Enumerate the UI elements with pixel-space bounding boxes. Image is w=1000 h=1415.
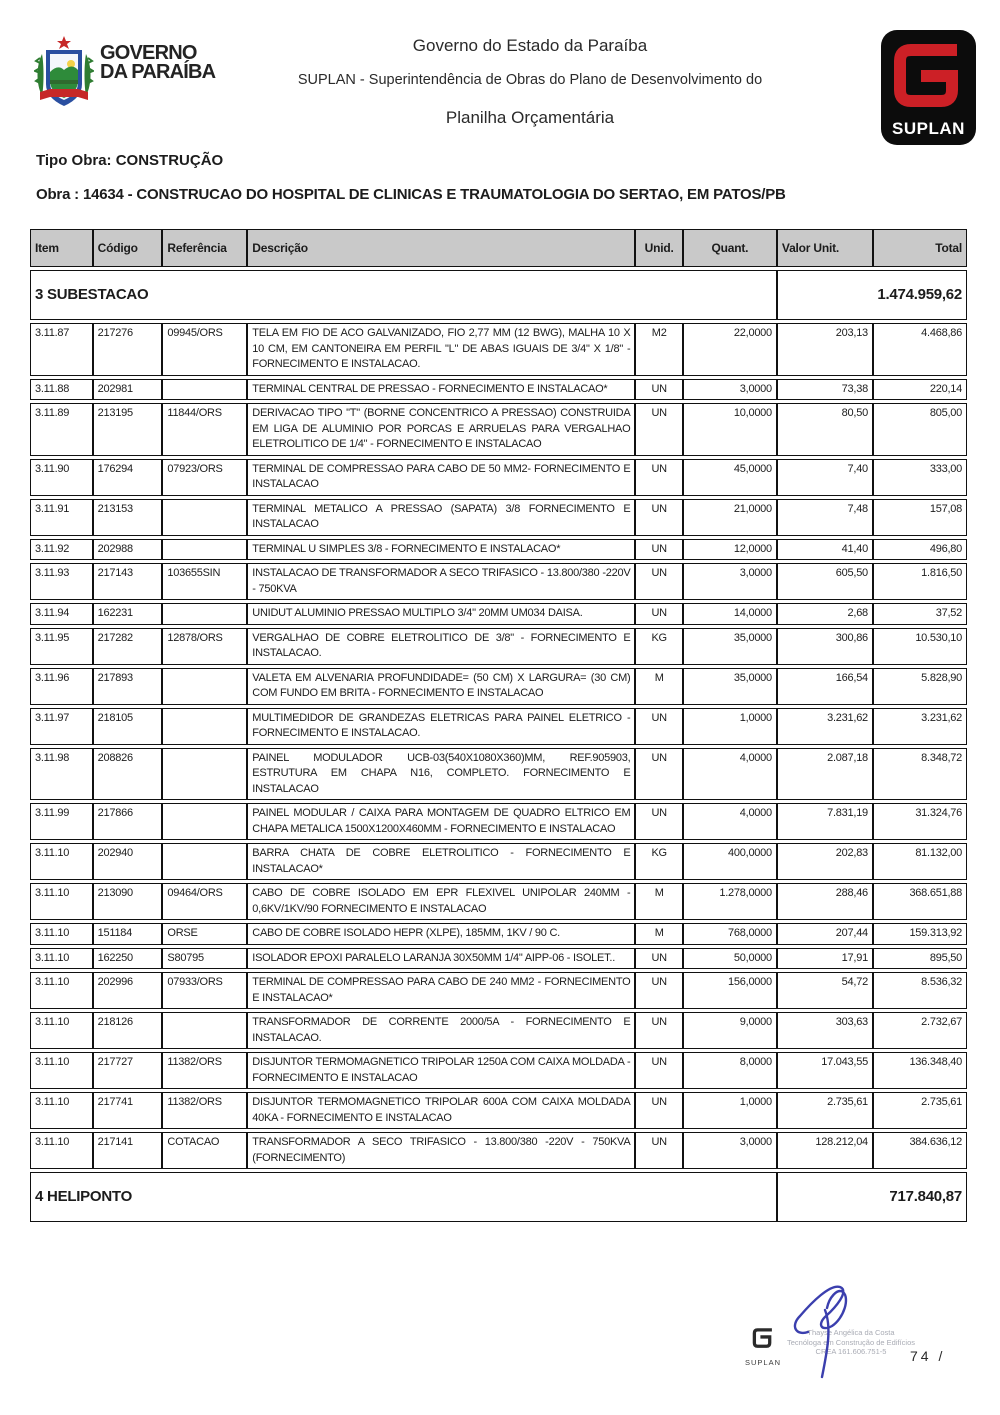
cell-valor_unit: 3.231,62: [777, 708, 873, 745]
cell-descricao: TERMINAL DE COMPRESSAO PARA CABO DE 240 MM2 - FORNECIMENTO E INSTALACAO*: [247, 972, 635, 1009]
cell-descricao: DISJUNTOR TERMOMAGNETICO TRIPOLAR 1250A COM CAIXA MOLDADA - FORNECIMENTO E INSTALACAO: [247, 1052, 635, 1089]
org-subtitle: SUPLAN - Superintendência de Obras do Plano de Desenvolvimento do: [297, 72, 763, 88]
cell-referencia: [162, 379, 247, 401]
cell-descricao: VALETA EM ALVENARIA PROFUNDIDADE= (50 CM) X LARGURA= (30 CM) COM FUNDO EM BRITA - FORNECIMENTO E INSTALACAO: [247, 668, 635, 705]
cell-descricao: MULTIMEDIDOR DE GRANDEZAS ELETRICAS PARA PAINEL ELETRICO - FORNECIMENTO E INSTALACAO.: [247, 708, 635, 745]
table-row: [30, 499, 967, 536]
suplan-stamp: [745, 1326, 781, 1367]
suplan-logo: [881, 30, 976, 145]
cell-codigo: 202940: [93, 843, 163, 880]
cell-quant: 45,0000: [683, 459, 777, 496]
page-header: [34, 30, 976, 160]
page-number: 74 /: [910, 1348, 946, 1364]
cell-total: 31.324,76: [873, 803, 967, 840]
cell-unid: UN: [635, 1132, 683, 1169]
cell-item: 3.11.98: [30, 748, 93, 801]
table-row: [30, 1092, 967, 1129]
column-header-referencia: Referência: [162, 229, 247, 267]
cell-unid: UN: [635, 803, 683, 840]
cell-codigo: 217282: [93, 628, 163, 665]
cell-valor_unit: 605,50: [777, 563, 873, 600]
cell-unid: UN: [635, 539, 683, 561]
table-row: [30, 1132, 967, 1169]
obra-title: Obra : 14634 - CONSTRUCAO DO HOSPITAL DE CLINICAS E TRAUMATOLOGIA DO SERTAO, EM PATOS/PB: [36, 186, 786, 203]
cell-valor_unit: 2,68: [777, 603, 873, 625]
cell-item: 3.11.10: [30, 1012, 93, 1049]
cell-valor_unit: 128.212,04: [777, 1132, 873, 1169]
table-row: [30, 323, 967, 376]
cell-quant: 768,0000: [683, 923, 777, 945]
cell-codigo: 162231: [93, 603, 163, 625]
cell-referencia: S80795: [162, 948, 247, 970]
cell-referencia: 07923/ORS: [162, 459, 247, 496]
table-row: [30, 843, 967, 880]
cell-item: 3.11.88: [30, 379, 93, 401]
cell-referencia: [162, 1012, 247, 1049]
cell-item: 3.11.10: [30, 883, 93, 920]
cell-quant: 4,0000: [683, 748, 777, 801]
column-header-descricao: Descrição: [247, 229, 635, 267]
cell-codigo: 217866: [93, 803, 163, 840]
cell-total: 1.816,50: [873, 563, 967, 600]
cell-referencia: 11382/ORS: [162, 1052, 247, 1089]
cell-quant: 50,0000: [683, 948, 777, 970]
cell-quant: 400,0000: [683, 843, 777, 880]
suplan-stamp-icon: [750, 1326, 776, 1352]
table-row: [30, 708, 967, 745]
cell-valor_unit: 80,50: [777, 403, 873, 456]
cell-valor_unit: 17.043,55: [777, 1052, 873, 1089]
cell-codigo: 202988: [93, 539, 163, 561]
header-titles: [214, 30, 846, 128]
cell-descricao: TERMINAL U SIMPLES 3/8 - FORNECIMENTO E INSTALACAO*: [247, 539, 635, 561]
cell-total: 8.348,72: [873, 748, 967, 801]
cell-quant: 10,0000: [683, 403, 777, 456]
cell-unid: UN: [635, 708, 683, 745]
cell-total: 157,08: [873, 499, 967, 536]
section-total: 1.474.959,62: [777, 270, 967, 320]
cell-quant: 3,0000: [683, 379, 777, 401]
cell-unid: UN: [635, 1052, 683, 1089]
column-header-unid: Unid.: [635, 229, 683, 267]
cell-unid: UN: [635, 379, 683, 401]
cell-total: 368.651,88: [873, 883, 967, 920]
table-row: [30, 379, 967, 401]
cell-item: 3.11.89: [30, 403, 93, 456]
cell-valor_unit: 303,63: [777, 1012, 873, 1049]
gov-logo-text: [100, 44, 215, 82]
table-row: [30, 748, 967, 801]
cell-referencia: [162, 499, 247, 536]
table-row: [30, 668, 967, 705]
section-row-heliponto: [30, 1172, 967, 1222]
section-title: 4 HELIPONTO: [30, 1172, 777, 1222]
cell-item: 3.11.96: [30, 668, 93, 705]
table-row: [30, 539, 967, 561]
cell-item: 3.11.10: [30, 1132, 93, 1169]
cell-quant: 21,0000: [683, 499, 777, 536]
cell-codigo: 217276: [93, 323, 163, 376]
cell-codigo: 213195: [93, 403, 163, 456]
cell-total: 8.536,32: [873, 972, 967, 1009]
cell-codigo: 202996: [93, 972, 163, 1009]
table-row: [30, 923, 967, 945]
cell-codigo: 217143: [93, 563, 163, 600]
cell-item: 3.11.87: [30, 323, 93, 376]
cell-quant: 9,0000: [683, 1012, 777, 1049]
table-header-row: [30, 229, 967, 267]
cell-total: 3.231,62: [873, 708, 967, 745]
cell-descricao: TERMINAL METALICO A PRESSAO (SAPATA) 3/8 FORNECIMENTO E INSTALACAO: [247, 499, 635, 536]
table-row: [30, 603, 967, 625]
cell-valor_unit: 73,38: [777, 379, 873, 401]
cell-referencia: [162, 803, 247, 840]
cell-total: 2.735,61: [873, 1092, 967, 1129]
cell-referencia: 11382/ORS: [162, 1092, 247, 1129]
suplan-stamp-label: SUPLAN: [745, 1358, 782, 1367]
cell-codigo: 217893: [93, 668, 163, 705]
cell-total: 895,50: [873, 948, 967, 970]
cell-descricao: VERGALHAO DE COBRE ELETROLITICO DE 3/8" - FORNECIMENTO E INSTALACAO.: [247, 628, 635, 665]
cell-item: 3.11.93: [30, 563, 93, 600]
cell-valor_unit: 288,46: [777, 883, 873, 920]
cell-codigo: 151184: [93, 923, 163, 945]
tipo-obra: Tipo Obra: CONSTRUÇÃO: [36, 152, 224, 169]
cell-item: 3.11.10: [30, 972, 93, 1009]
cell-descricao: CABO DE COBRE ISOLADO EM EPR FLEXIVEL UNIPOLAR 240MM - 0,6KV/1KV/90 FORNECIMENTO E INSTALACAO: [247, 883, 635, 920]
column-header-total: Total: [873, 229, 967, 267]
cell-referencia: ORSE: [162, 923, 247, 945]
cell-quant: 35,0000: [683, 628, 777, 665]
cell-item: 3.11.10: [30, 1052, 93, 1089]
cell-total: 81.132,00: [873, 843, 967, 880]
signature-area: [735, 1288, 925, 1388]
table-row: [30, 883, 967, 920]
governo-paraiba-logo: [34, 36, 215, 118]
cell-quant: 1.278,0000: [683, 883, 777, 920]
cell-quant: 1,0000: [683, 708, 777, 745]
table-row: [30, 403, 967, 456]
cell-unid: UN: [635, 403, 683, 456]
paraiba-coat-of-arms-icon: [34, 36, 94, 118]
cell-unid: M2: [635, 323, 683, 376]
org-title: Governo do Estado da Paraíba: [412, 36, 648, 55]
cell-item: 3.11.91: [30, 499, 93, 536]
cell-valor_unit: 7,40: [777, 459, 873, 496]
cell-descricao: TRANSFORMADOR A SECO TRIFASICO - 13.800/380 -220V - 750KVA (FORNECIMENTO): [247, 1132, 635, 1169]
cell-descricao: TERMINAL CENTRAL DE PRESSAO - FORNECIMENTO E INSTALACAO*: [247, 379, 635, 401]
cell-total: 805,00: [873, 403, 967, 456]
gov-logo-line2: DA PARAÍBA: [100, 61, 216, 83]
table-row: [30, 1052, 967, 1089]
cell-codigo: 217141: [93, 1132, 163, 1169]
cell-quant: 156,0000: [683, 972, 777, 1009]
cell-total: 37,52: [873, 603, 967, 625]
cell-unid: UN: [635, 948, 683, 970]
cell-unid: UN: [635, 499, 683, 536]
cell-descricao: TRANSFORMADOR DE CORRENTE 2000/5A - FORNECIMENTO E INSTALACAO.: [247, 1012, 635, 1049]
cell-unid: KG: [635, 628, 683, 665]
table-row: [30, 1012, 967, 1049]
cell-referencia: 11844/ORS: [162, 403, 247, 456]
cell-unid: UN: [635, 603, 683, 625]
cell-quant: 12,0000: [683, 539, 777, 561]
cell-unid: UN: [635, 563, 683, 600]
cell-item: 3.11.94: [30, 603, 93, 625]
cell-unid: KG: [635, 843, 683, 880]
table-row: [30, 803, 967, 840]
cell-descricao: INSTALACAO DE TRANSFORMADOR A SECO TRIFASICO - 13.800/380 -220V - 750KVA: [247, 563, 635, 600]
cell-valor_unit: 54,72: [777, 972, 873, 1009]
cell-unid: UN: [635, 459, 683, 496]
cell-quant: 35,0000: [683, 668, 777, 705]
cell-referencia: 12878/ORS: [162, 628, 247, 665]
cell-item: 3.11.97: [30, 708, 93, 745]
cell-descricao: UNIDUT ALUMINIO PRESSAO MULTIPLO 3/4" 20MM UM034 DAISA.: [247, 603, 635, 625]
cell-descricao: DISJUNTOR TERMOMAGNETICO TRIPOLAR 600A COM CAIXA MOLDADA 40KA - FORNECIMENTO E INSTALACAO: [247, 1092, 635, 1129]
cell-quant: 3,0000: [683, 563, 777, 600]
cell-valor_unit: 7,48: [777, 499, 873, 536]
cell-codigo: 218126: [93, 1012, 163, 1049]
table-row: [30, 459, 967, 496]
cell-valor_unit: 300,86: [777, 628, 873, 665]
cell-valor_unit: 2.735,61: [777, 1092, 873, 1129]
stamp-line-title: Tecnóloga em Construção de Edifícios: [787, 1337, 915, 1347]
cell-item: 3.11.90: [30, 459, 93, 496]
cell-descricao: BARRA CHATA DE COBRE ELETROLITICO - FORNECIMENTO E INSTALACAO*: [247, 843, 635, 880]
cell-valor_unit: 7.831,19: [777, 803, 873, 840]
cell-descricao: PAINEL MODULAR / CAIXA PARA MONTAGEM DE QUADRO ELTRICO EM CHAPA METALICA 1500X1200X460MM - FORNECIMENTO E INSTALACAO: [247, 803, 635, 840]
cell-codigo: 217727: [93, 1052, 163, 1089]
cell-total: 220,14: [873, 379, 967, 401]
cell-referencia: COTACAO: [162, 1132, 247, 1169]
cell-total: 5.828,90: [873, 668, 967, 705]
cell-referencia: 09945/ORS: [162, 323, 247, 376]
cell-total: 2.732,67: [873, 1012, 967, 1049]
cell-unid: UN: [635, 1092, 683, 1129]
cell-codigo: 213153: [93, 499, 163, 536]
suplan-logo-label: SUPLAN: [892, 119, 965, 138]
cell-total: 159.313,92: [873, 923, 967, 945]
cell-referencia: 07933/ORS: [162, 972, 247, 1009]
cell-total: 333,00: [873, 459, 967, 496]
cell-valor_unit: 203,13: [777, 323, 873, 376]
cell-referencia: [162, 668, 247, 705]
cell-item: 3.11.10: [30, 948, 93, 970]
cell-unid: M: [635, 668, 683, 705]
cell-quant: 4,0000: [683, 803, 777, 840]
cell-quant: 3,0000: [683, 1132, 777, 1169]
cell-item: 3.11.10: [30, 843, 93, 880]
cell-codigo: 213090: [93, 883, 163, 920]
cell-quant: 22,0000: [683, 323, 777, 376]
column-header-valor-unit: Valor Unit.: [777, 229, 873, 267]
cell-total: 384.636,12: [873, 1132, 967, 1169]
cell-item: 3.11.10: [30, 1092, 93, 1129]
cell-codigo: 208826: [93, 748, 163, 801]
cell-codigo: 217741: [93, 1092, 163, 1129]
cell-descricao: ISOLADOR EPOXI PARALELO LARANJA 30X50MM 1/4" AIPP-06 - ISOLET..: [247, 948, 635, 970]
column-header-codigo: Código: [93, 229, 163, 267]
cell-valor_unit: 207,44: [777, 923, 873, 945]
cell-codigo: 218105: [93, 708, 163, 745]
cell-referencia: [162, 539, 247, 561]
cell-valor_unit: 166,54: [777, 668, 873, 705]
cell-descricao: TELA EM FIO DE ACO GALVANIZADO, FIO 2,77 MM (12 BWG), MALHA 10 X 10 CM, EM CANTONEIRA EM PERFIL "L" DE ABAS IGUAIS DE 3/4" X 1/8" - FORNECIMENTO E INSTALACAO.: [247, 323, 635, 376]
column-header-quant: Quant.: [683, 229, 777, 267]
cell-valor_unit: 202,83: [777, 843, 873, 880]
cell-quant: 14,0000: [683, 603, 777, 625]
signature-scribble: [780, 1282, 890, 1382]
cell-item: 3.11.99: [30, 803, 93, 840]
cell-descricao: CABO DE COBRE ISOLADO HEPR (XLPE), 185MM, 1KV / 90 C.: [247, 923, 635, 945]
cell-unid: UN: [635, 1012, 683, 1049]
budget-table: [30, 226, 967, 1225]
stamp-line-name: Thayse Angélica da Costa: [807, 1328, 895, 1337]
table-row: [30, 972, 967, 1009]
stamp-line-crea: CREA 161.606.751-5: [815, 1347, 887, 1356]
cell-referencia: 09464/ORS: [162, 883, 247, 920]
table-body: [30, 323, 967, 1169]
cell-unid: M: [635, 883, 683, 920]
cell-total: 136.348,40: [873, 1052, 967, 1089]
column-header-item: Item: [30, 229, 93, 267]
cell-codigo: 176294: [93, 459, 163, 496]
gov-logo-line1: GOVERNO: [100, 42, 197, 64]
cell-valor_unit: 17,91: [777, 948, 873, 970]
cell-valor_unit: 2.087,18: [777, 748, 873, 801]
cell-referencia: 103655SIN: [162, 563, 247, 600]
cell-unid: UN: [635, 748, 683, 801]
cell-quant: 8,0000: [683, 1052, 777, 1089]
cell-referencia: [162, 843, 247, 880]
cell-codigo: 202981: [93, 379, 163, 401]
cell-codigo: 162250: [93, 948, 163, 970]
section-row-subestacao: [30, 270, 967, 320]
cell-referencia: [162, 603, 247, 625]
table-row: [30, 563, 967, 600]
table-row: [30, 948, 967, 970]
cell-total: 496,80: [873, 539, 967, 561]
cell-valor_unit: 41,40: [777, 539, 873, 561]
cell-unid: M: [635, 923, 683, 945]
cell-item: 3.11.10: [30, 923, 93, 945]
cell-quant: 1,0000: [683, 1092, 777, 1129]
cell-item: 3.11.92: [30, 539, 93, 561]
table-row: [30, 628, 967, 665]
cell-descricao: DERIVACAO TIPO "T" (BORNE CONCENTRICO A PRESSAO) CONSTRUIDA EM LIGA DE ALUMINIO POR PORCAS E ARRUELAS PARA VERGALHAO ELETROLITICO DE 1/4" - FORNECIMENTO E INSTALACAO: [247, 403, 635, 456]
cell-item: 3.11.95: [30, 628, 93, 665]
cell-unid: UN: [635, 972, 683, 1009]
cell-total: 10.530,10: [873, 628, 967, 665]
cell-descricao: TERMINAL DE COMPRESSAO PARA CABO DE 50 MM2- FORNECIMENTO E INSTALACAO: [247, 459, 635, 496]
section-total: 717.840,87: [777, 1172, 967, 1222]
doc-title: Planilha Orçamentária: [445, 108, 615, 127]
cell-descricao: PAINEL MODULADOR UCB-03(540X1080X360)MM, REF.905903, ESTRUTURA EM CHAPA N16, COMPLETO. FORNECIMENTO E INSTALACAO: [247, 748, 635, 801]
cell-referencia: [162, 748, 247, 801]
cell-referencia: [162, 708, 247, 745]
section-title: 3 SUBESTACAO: [30, 270, 777, 320]
cell-total: 4.468,86: [873, 323, 967, 376]
